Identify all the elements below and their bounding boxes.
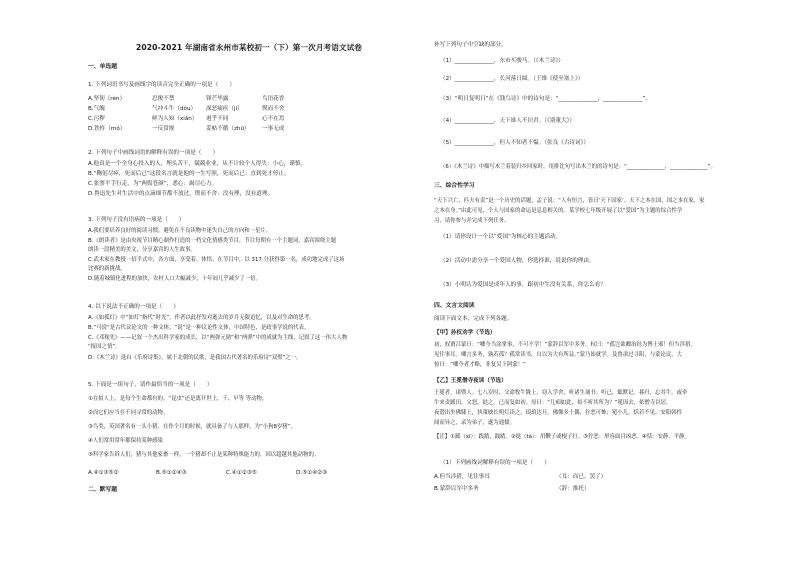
essay-line-1: “天下兴亡，匹夫有责”是一个历史的话题，孟子说：“人有恒言，皆曰‘天下国家’。天下之本在国，国之本在家，家 (434, 198, 705, 204)
passage-jia-line-1: 初，权谓吕蒙曰：“卿今当涂掌事，不可不学！”蒙辞以军中多务。权曰：“孤岂欲卿治经为博士邪！但当涉猎， (434, 342, 696, 348)
q5-sentence-5: ⑤科学家告诉人们，猪与其他家畜一样，一个猪却不止是某种特殊能力的，因以超越其他动物的。 (88, 452, 320, 458)
q1-c-3: 迥乎不同 (206, 116, 229, 122)
q5-sentence-3: ③鸟类，英国著名有一头小猪，在作个月的时候，就具备了与人那样，为“小狗8岁猪”。 (88, 424, 296, 430)
dictation-intro: 补写下列句子中空缺的部分。 (434, 42, 507, 48)
q2-option-b: B.“鞠躬尽瘁，死而后已”这段名言就是他的一生写照，死而后已：直到死才停止。 (88, 171, 290, 177)
dictation-item-3: （3）“明日复明日”在《钱鸟诗》中的诗句是：“______________，______________”。 (440, 96, 651, 102)
q3-option-a: A.我们要培养良好的阅读习惯，避免在不良读物中迷失自己的方向和一星片。 (88, 228, 272, 234)
section-heading-classical-reading: 四、文言文阅读 (434, 303, 475, 309)
q1-d-2: 一反常规 (152, 126, 175, 132)
dictation-item-1: （1）______________，东市买骏马。（《木兰诗》） (440, 58, 564, 64)
passage-jia-heading: 【甲】孙权劝学（节选） (434, 330, 496, 336)
passage-jia-line-3: 惊曰：“卿今者才略，非复吴下阿蒙！” (434, 362, 526, 368)
task-2: （2）活动中需分享一个爱国人物，你选择谁，说说你的理由。 (440, 258, 595, 264)
q5-sentence-4: ④人们常用常年都保持某种感染 (88, 438, 163, 444)
reading-q1-option-a: A.但当涉猎，见往事耳 (434, 474, 490, 480)
q5-option-d: D.⑤①④②③ (296, 470, 328, 476)
q1-stem: 1. 下列词语书写及画线字的读音完全正确的一项是（ ） (88, 82, 235, 88)
passage-yi-heading: 【乙】王冕僧寺夜读（节选） (434, 378, 507, 384)
q1-b-1: B.气魄 (88, 106, 105, 112)
q1-a-4: 鸟语花香 (262, 96, 285, 102)
q5-sentence-1: ①在拟人上，是每个生命都有的。“昆虫”还是离开世上，千、早等 等动物。 (88, 396, 268, 402)
reading-intro: 阅读下面文本，完成下列各题。 (434, 316, 513, 322)
dictation-item-4: （4）______________，天下谁人不识君。（《别董大》） (440, 118, 576, 124)
q1-c-2: 鲜为人知（xiǎn） (152, 116, 198, 122)
q2-option-a: A.他真是一个全身心投入的人，埋头苦干，兢兢业业，从不计较个人得失：小心，谨慎。 (88, 161, 307, 167)
q1-d-4: 一事无成 (262, 126, 285, 132)
q1-d-3: 妥帖不循（zhū） (206, 126, 250, 132)
passage-notes: 【注】①蹊（xī）：践踏，践踏。②挞（tà）：用鞭子或棍子打。③狞恶：形容面目凶恶。④恬：安静，平静。 (434, 434, 690, 440)
passage-jia-line-2: 见往事耳。卿言多务，孰若孤？孤常读书，自以为大有所益。”蒙乃始就学。及鲁肃过寻阳，与蒙论议，大 (434, 352, 683, 358)
q1-a-2: 忍俊不禁 (152, 96, 175, 102)
q1-b-2: 气冲斗牛（dǒu） (152, 106, 197, 112)
passage-yi-line-3: 夜潜出坐佛膝上，执策映长明灯读之，琅琅达旦。佛像多土偶，狞恶可怖；冕小儿，恬若不见。安阳韩性 (434, 410, 682, 416)
reading-q1-option-b: B.蒙辞以军中多务 (434, 486, 479, 492)
dictation-item-6: （6）《木兰诗》中描写木兰着装归乡回家时，用排比句写出木兰的的诗句是：“______________，______________”。 (440, 164, 716, 170)
q2-option-c: C.张謇平手行走，为“两鬓苍颜”，悉心：竭尽心力。 (88, 181, 217, 187)
q5-option-b: B.⑤①②④③ (156, 470, 187, 476)
section-heading-dictation: 二、默写题 (88, 487, 117, 493)
q1-c-1: C.污秽 (88, 116, 105, 122)
q4-option-c-cont: “报国之情”。 (88, 344, 121, 350)
q1-a-1: A.坚韧（rèn） (88, 96, 126, 102)
q4-option-b: B.“马说”是古代议论文的一种文体，“说”是一种议论性文体，中国特色，是政事学说的代表。 (88, 325, 310, 331)
q2-option-d: D.鲁迅先生对生活中的点滴细节都不放过，锲而不舍：没有理，没有道理。 (88, 191, 274, 197)
q3-option-d: D.随着城镇化进程的加快，农村人口大幅减少，十年间几乎减少了一倍。 (88, 276, 261, 282)
q3-option-b: B.《朗读者》是由央视节目精心制作打造的一档文化情感类节目，节目每期有一个主题词，嘉宾围绕主题 (88, 238, 336, 244)
q5-option-c: C.④①②③⑤ (226, 470, 257, 476)
passage-yi-line-1: 王冕者，诸暨人。七八岁时，父命牧牛陇上，窃入学舍，听诸生诵书；听已，辄默记。暮归，忘其牛。或牵 (434, 390, 688, 396)
q5-stem: 5. 下面是一组句子，请作最恰当的一项是（ ） (88, 382, 213, 388)
q3-option-c-cont: 比赛的新挑战。 (88, 266, 126, 272)
essay-line-3: 习，请你参与并完成下列任务。 (434, 218, 510, 224)
section-heading-integrated-learning: 三、综合性学习 (434, 183, 475, 189)
q4-option-a: A.《如孤灯》中“如灯”指代“时光”，作者以此抒发对逝去的岁月无限追忆，以及对生命的思考。 (88, 315, 315, 321)
q2-stem: 2. 下列句子中画线词语的解释有误的一项是（ ） (88, 150, 219, 156)
q5-option-a: A.④①③⑤② (88, 470, 119, 476)
q1-c-4: 心不在焉 (262, 116, 285, 122)
reading-q1-option-b-note: （辞：推托） (556, 486, 590, 492)
exam-title: 2020-2021 年湖南省永州市某校初一（下）第一次月考语文试卷 (135, 43, 363, 52)
q4-option-d: D.《木兰诗》选自《乐府诗集》，属于北朝的民歌，是我国古代著名的乐府诗“双璧”之一。 (88, 355, 302, 361)
passage-yi-line-2: 牛来责蹊田，父怒，挞之。已而复如初。母曰：“儿痴如此，曷不听其所为？”冕因去，依僧寺以居。 (434, 400, 672, 406)
q1-b-3: 深恶痛疾（jí） (206, 106, 243, 112)
task-3: （3）小明认为爱国是成年人的事，跟初中生没有关系，你怎么看？ (440, 282, 606, 288)
q1-b-4: 锲而不舍 (262, 106, 285, 112)
passage-yi-line-4: 闻而异之，录为弟子，遂为通儒。 (434, 420, 515, 426)
dictation-item-2: （2）______________，长河落日圆。（王维《使至塞上》） (440, 76, 584, 82)
dictation-item-5: （5）______________，但人不知者不愠。（张良《古诗词》） (440, 140, 589, 146)
q5-sentence-2: ②而它们应当在不同寻常的动物。 (88, 410, 169, 416)
q1-d-1: D.铁杵（mó） (88, 126, 126, 132)
essay-line-2: 之本在身。”由此可见，个人与国家的命运是息息相关的。某学校七年级开展了以“爱国”为主题的综合性学 (434, 208, 683, 214)
section-heading-single-choice: 一、单选题 (88, 64, 117, 70)
q3-option-c: C.武术家在教授一招半式中，各方面，享受着、体悟，在节目中，以 317 分获得第一名，成功地完成了这场 (88, 257, 345, 263)
q1-a-3: 锋芒毕露 (206, 96, 229, 102)
q4-stem: 4. 以下说法不正确的一项是（ ） (88, 304, 180, 310)
q3-option-b-cont: 朗读一段精美的美文，分享嘉宾的人生故事。 (88, 247, 196, 253)
reading-q1-option-a-note: （耳：而已，罢了） (556, 474, 607, 480)
q4-option-c: C.《邓稼先》——记叙一个杰出科学家的成长，以“两弹元勋”和“两弹”中的成就为主线，记叙了这一伟大人物 (88, 335, 348, 341)
reading-q1-stem: （1）下列画线词解释有误的一项是（ ） (440, 460, 550, 466)
q3-stem: 3. 下列句子没有语病的一项是（ ） (88, 217, 185, 223)
task-1: （1）请你设计一个以“爱国”为核心的主题活动。 (440, 234, 562, 240)
